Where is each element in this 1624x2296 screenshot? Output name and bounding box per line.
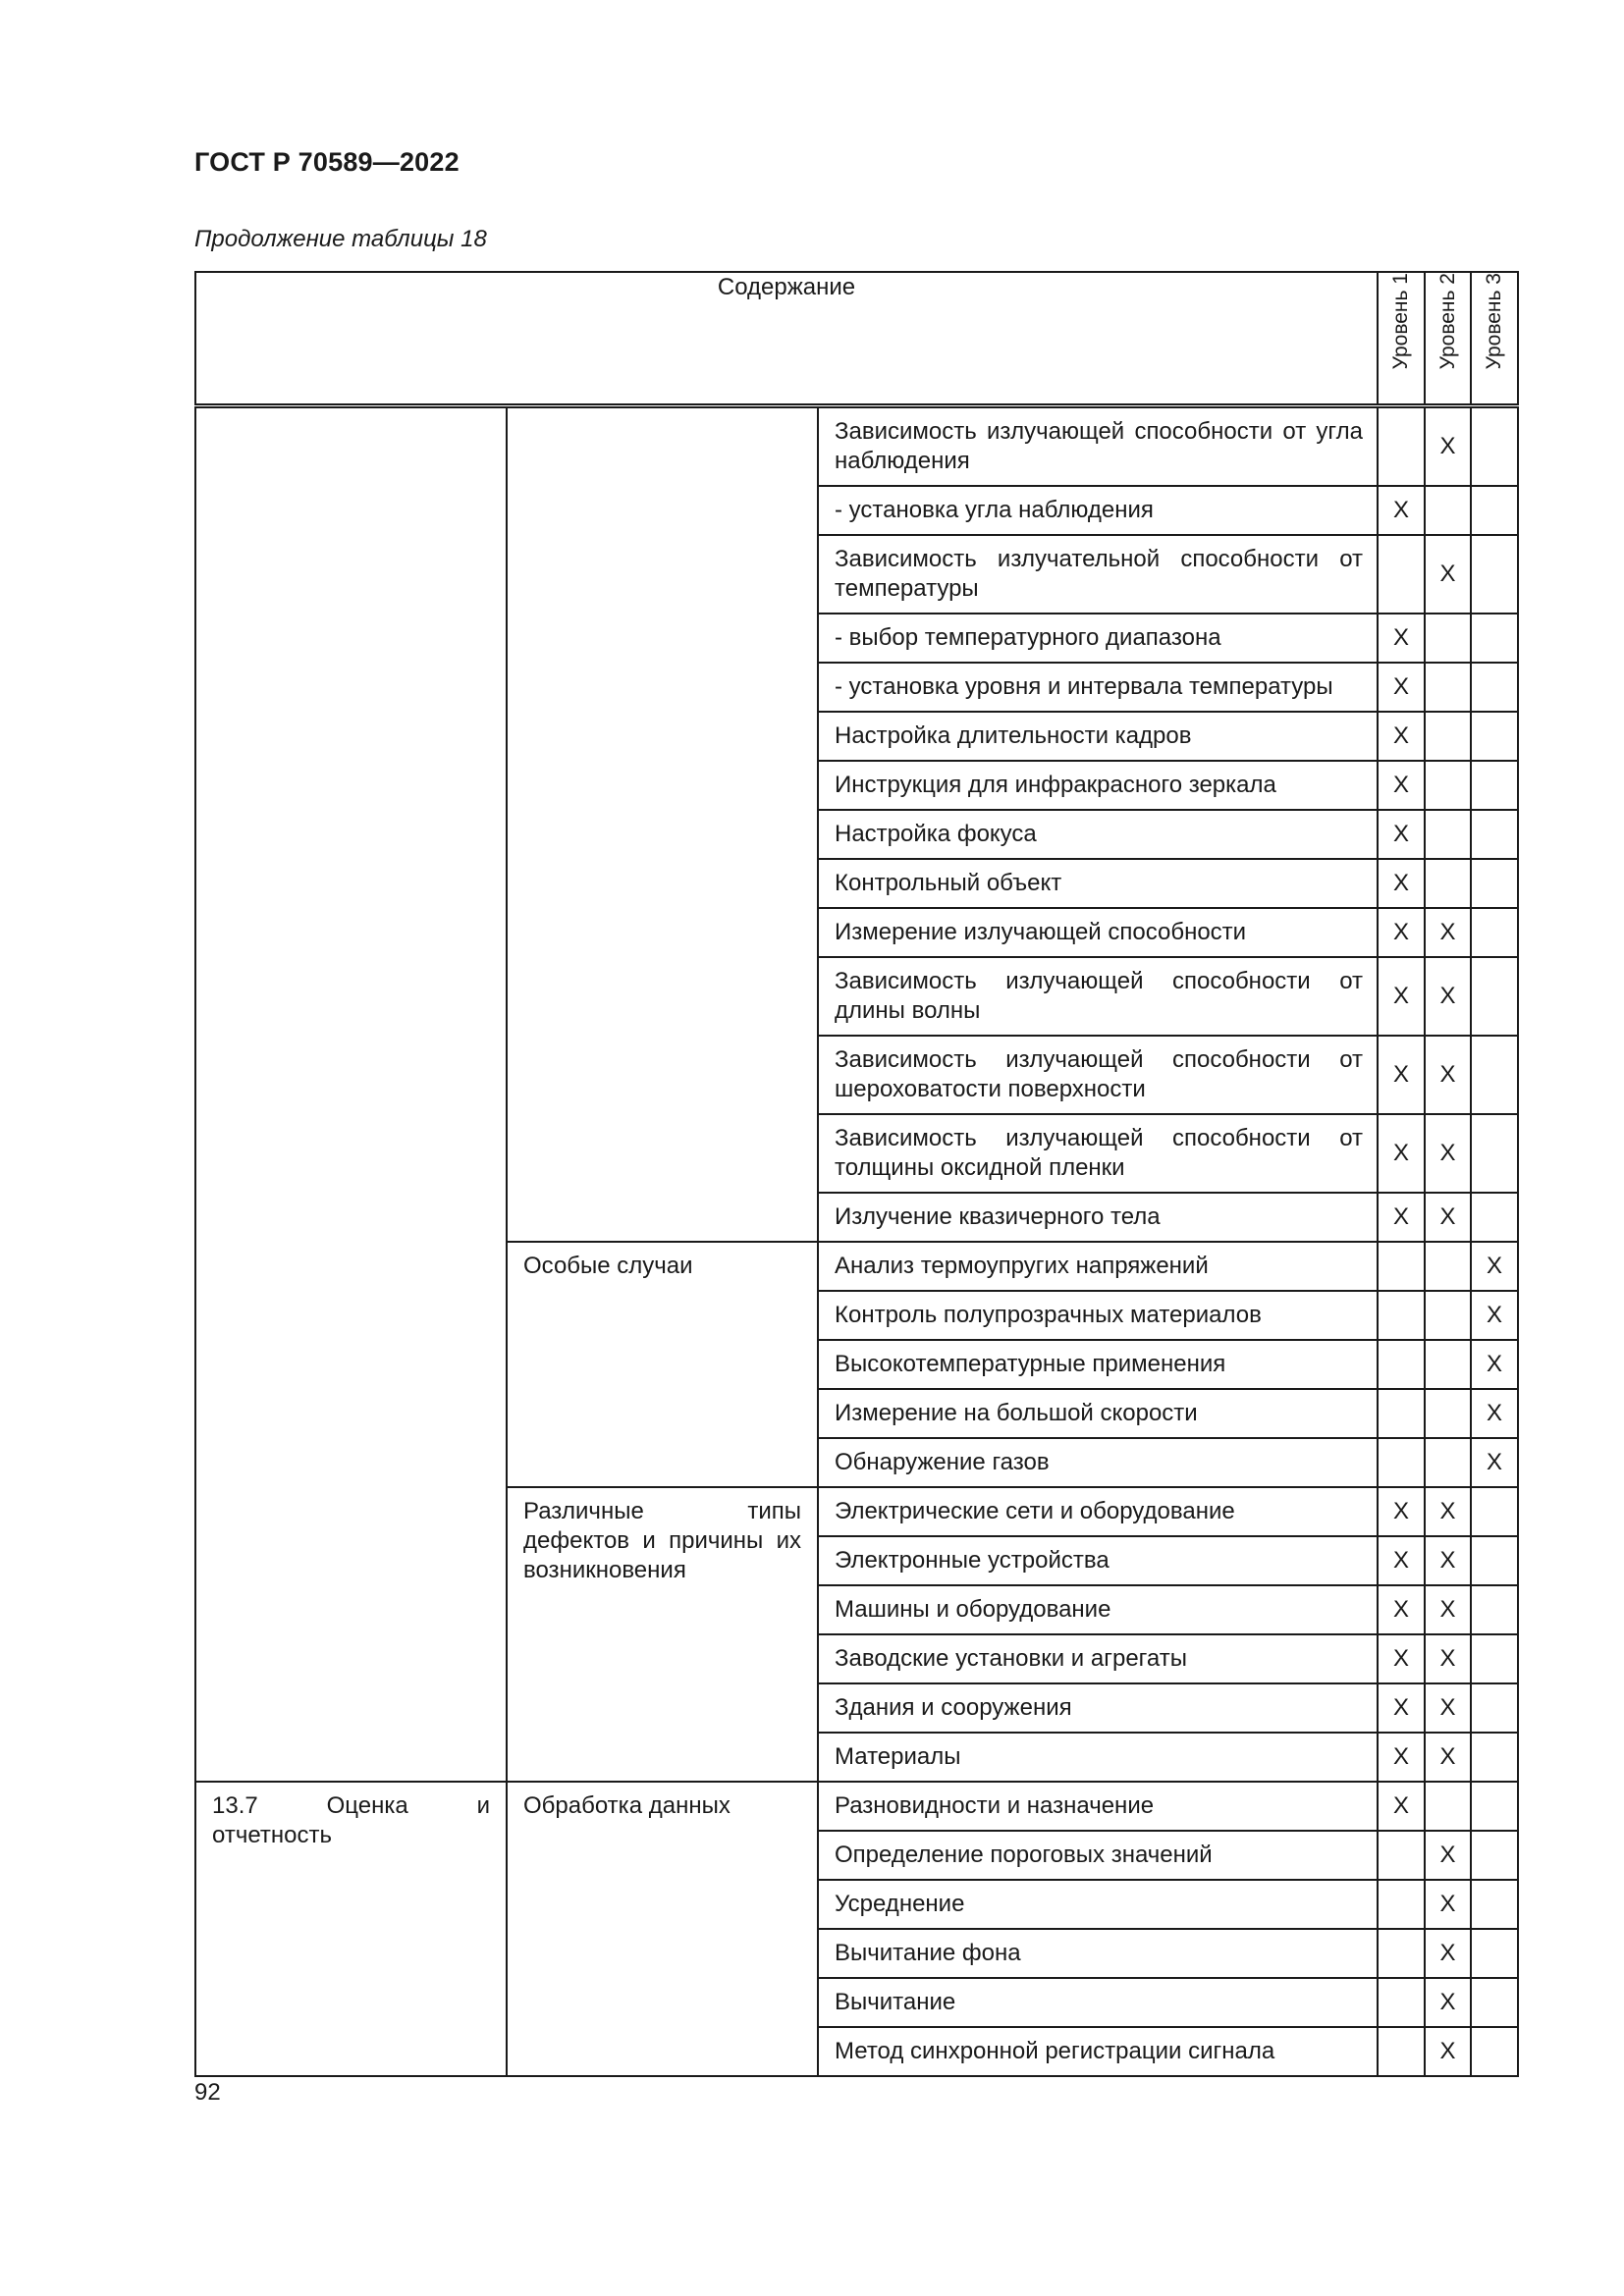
level-1-mark xyxy=(1378,1291,1425,1340)
level-1-mark: X xyxy=(1378,712,1425,761)
level-1-mark: X xyxy=(1378,614,1425,663)
topic-cell: Материалы xyxy=(818,1733,1378,1782)
level-2-mark xyxy=(1425,859,1471,908)
document-header: ГОСТ Р 70589—2022 xyxy=(194,147,460,177)
level-1-mark xyxy=(1378,1978,1425,2027)
level-2-mark: X xyxy=(1425,1487,1471,1536)
level-1-mark xyxy=(1378,1438,1425,1487)
level-3-mark xyxy=(1471,1978,1518,2027)
level-2-mark xyxy=(1425,1389,1471,1438)
level-3-mark xyxy=(1471,1782,1518,1831)
level-2-mark: X xyxy=(1425,535,1471,614)
level-3-mark xyxy=(1471,957,1518,1036)
level-3-mark: X xyxy=(1471,1438,1518,1487)
level-2-mark: X xyxy=(1425,406,1471,487)
level-2-mark: X xyxy=(1425,1536,1471,1585)
level-3-mark xyxy=(1471,1114,1518,1193)
level-3-mark xyxy=(1471,663,1518,712)
topic-cell: Излучение квазичерного тела xyxy=(818,1193,1378,1242)
level-3-mark xyxy=(1471,1585,1518,1634)
level-1-mark: X xyxy=(1378,810,1425,859)
topic-cell: - выбор температурного диапазона xyxy=(818,614,1378,663)
topic-cell: Метод синхронной регистрации сигнала xyxy=(818,2027,1378,2076)
level-3-mark xyxy=(1471,614,1518,663)
level-3-mark xyxy=(1471,1831,1518,1880)
level-1-mark: X xyxy=(1378,1536,1425,1585)
level-3-mark xyxy=(1471,810,1518,859)
level-1-mark xyxy=(1378,535,1425,614)
level-3-mark: X xyxy=(1471,1340,1518,1389)
level-2-mark: X xyxy=(1425,1978,1471,2027)
level-2-mark xyxy=(1425,712,1471,761)
level-3-mark xyxy=(1471,486,1518,535)
level-2-mark xyxy=(1425,1242,1471,1291)
level-1-mark: X xyxy=(1378,1114,1425,1193)
level-3-mark xyxy=(1471,1683,1518,1733)
level-1-mark: X xyxy=(1378,1782,1425,1831)
level-3-header: Уровень 3 xyxy=(1471,272,1518,406)
level-2-mark: X xyxy=(1425,2027,1471,2076)
level-2-mark xyxy=(1425,1782,1471,1831)
level-2-header: Уровень 2 xyxy=(1425,272,1471,406)
level-2-mark xyxy=(1425,1291,1471,1340)
level-3-mark xyxy=(1471,1536,1518,1585)
level-3-mark xyxy=(1471,1733,1518,1782)
level-1-mark xyxy=(1378,1929,1425,1978)
level-2-mark xyxy=(1425,1438,1471,1487)
topic-cell: - установка угла наблюдения xyxy=(818,486,1378,535)
topic-cell: Настройка длительности кадров xyxy=(818,712,1378,761)
level-2-mark: X xyxy=(1425,1585,1471,1634)
level-2-mark: X xyxy=(1425,1831,1471,1880)
topic-cell: Определение пороговых значений xyxy=(818,1831,1378,1880)
level-3-mark xyxy=(1471,1929,1518,1978)
level-1-mark xyxy=(1378,1831,1425,1880)
content-table xyxy=(194,271,1519,2077)
topic-cell: Вычитание фона xyxy=(818,1929,1378,1978)
level-1-header: Уровень 1 xyxy=(1378,272,1425,406)
level-2-mark: X xyxy=(1425,1036,1471,1114)
topic-cell: Обнаружение газов xyxy=(818,1438,1378,1487)
table-header-row xyxy=(195,272,1518,406)
level-2-mark: X xyxy=(1425,1634,1471,1683)
topic-cell: - установка уровня и интервала температуры xyxy=(818,663,1378,712)
level-3-mark: X xyxy=(1471,1242,1518,1291)
level-1-mark: X xyxy=(1378,663,1425,712)
level-1-mark: X xyxy=(1378,1487,1425,1536)
level-1-mark: X xyxy=(1378,1585,1425,1634)
topic-cell: Измерение на большой скорости xyxy=(818,1389,1378,1438)
level-3-mark: X xyxy=(1471,1389,1518,1438)
subsection-cell-empty xyxy=(507,406,818,1243)
level-3-mark xyxy=(1471,761,1518,810)
topic-cell: Здания и сооружения xyxy=(818,1683,1378,1733)
topic-cell: Усреднение xyxy=(818,1880,1378,1929)
topic-cell: Вычитание xyxy=(818,1978,1378,2027)
subsection-data-processing: Обработка данных xyxy=(507,1782,818,2076)
level-2-mark: X xyxy=(1425,1114,1471,1193)
section-cell-empty xyxy=(195,406,507,1783)
topic-cell: Контрольный объект xyxy=(818,859,1378,908)
level-1-mark xyxy=(1378,1389,1425,1438)
level-2-mark: X xyxy=(1425,1683,1471,1733)
table-row xyxy=(195,406,1518,487)
table-caption: Продолжение таблицы 18 xyxy=(194,226,487,252)
level-3-mark: X xyxy=(1471,1291,1518,1340)
topic-cell: Настройка фокуса xyxy=(818,810,1378,859)
level-1-mark xyxy=(1378,1242,1425,1291)
topic-cell: Разновидности и назначение xyxy=(818,1782,1378,1831)
level-2-mark: X xyxy=(1425,1929,1471,1978)
topic-cell: Зависимость излучающей способности от длины волны xyxy=(818,957,1378,1036)
topic-cell: Заводские установки и агрегаты xyxy=(818,1634,1378,1683)
level-2-mark xyxy=(1425,810,1471,859)
level-2-mark: X xyxy=(1425,1880,1471,1929)
table-row xyxy=(195,1782,1518,1831)
topic-cell: Анализ термоупругих напряжений xyxy=(818,1242,1378,1291)
topic-cell: Зависимость излучательной способности от температуры xyxy=(818,535,1378,614)
topic-cell: Машины и оборудование xyxy=(818,1585,1378,1634)
level-2-mark xyxy=(1425,614,1471,663)
topic-cell: Электронные устройства xyxy=(818,1536,1378,1585)
level-2-mark xyxy=(1425,1340,1471,1389)
topic-cell: Зависимость излучающей способности от толщины оксидной пленки xyxy=(818,1114,1378,1193)
content-column-header: Содержание xyxy=(195,272,1378,406)
level-3-mark xyxy=(1471,712,1518,761)
level-1-mark: X xyxy=(1378,859,1425,908)
topic-cell: Измерение излучающей способности xyxy=(818,908,1378,957)
level-1-mark: X xyxy=(1378,1683,1425,1733)
level-2-mark: X xyxy=(1425,957,1471,1036)
level-3-mark xyxy=(1471,1880,1518,1929)
level-3-mark xyxy=(1471,2027,1518,2076)
topic-cell: Электрические сети и оборудование xyxy=(818,1487,1378,1536)
page-number: 92 xyxy=(194,2079,221,2106)
section-13-7: 13.7 Оценка и отчетность xyxy=(195,1782,507,2076)
subsection-special-cases: Особые случаи xyxy=(507,1242,818,1487)
level-1-mark xyxy=(1378,1340,1425,1389)
level-1-mark xyxy=(1378,1880,1425,1929)
level-1-mark: X xyxy=(1378,1193,1425,1242)
level-1-mark: X xyxy=(1378,1036,1425,1114)
topic-cell: Высокотемпературные применения xyxy=(818,1340,1378,1389)
level-1-mark: X xyxy=(1378,1733,1425,1782)
level-2-mark xyxy=(1425,663,1471,712)
level-3-mark xyxy=(1471,1634,1518,1683)
topic-cell: Инструкция для инфракрасного зеркала xyxy=(818,761,1378,810)
level-3-mark xyxy=(1471,535,1518,614)
topic-cell: Контроль полупрозрачных материалов xyxy=(818,1291,1378,1340)
level-1-mark: X xyxy=(1378,957,1425,1036)
level-2-mark xyxy=(1425,761,1471,810)
level-2-mark: X xyxy=(1425,1193,1471,1242)
level-1-mark: X xyxy=(1378,761,1425,810)
level-1-mark: X xyxy=(1378,486,1425,535)
subsection-defect-types: Различные типы дефектов и причины их возникновения xyxy=(507,1487,818,1782)
level-2-mark xyxy=(1425,486,1471,535)
level-3-mark xyxy=(1471,859,1518,908)
level-1-mark xyxy=(1378,406,1425,487)
topic-cell: Зависимость излучающей способности от шероховатости поверхности xyxy=(818,1036,1378,1114)
level-1-mark: X xyxy=(1378,1634,1425,1683)
level-2-mark: X xyxy=(1425,1733,1471,1782)
level-3-mark xyxy=(1471,1487,1518,1536)
level-1-mark: X xyxy=(1378,908,1425,957)
level-3-mark xyxy=(1471,1036,1518,1114)
topic-cell: Зависимость излучающей способности от угла наблюдения xyxy=(818,406,1378,487)
level-3-mark xyxy=(1471,908,1518,957)
level-2-mark: X xyxy=(1425,908,1471,957)
level-3-mark xyxy=(1471,1193,1518,1242)
level-1-mark xyxy=(1378,2027,1425,2076)
level-3-mark xyxy=(1471,406,1518,487)
